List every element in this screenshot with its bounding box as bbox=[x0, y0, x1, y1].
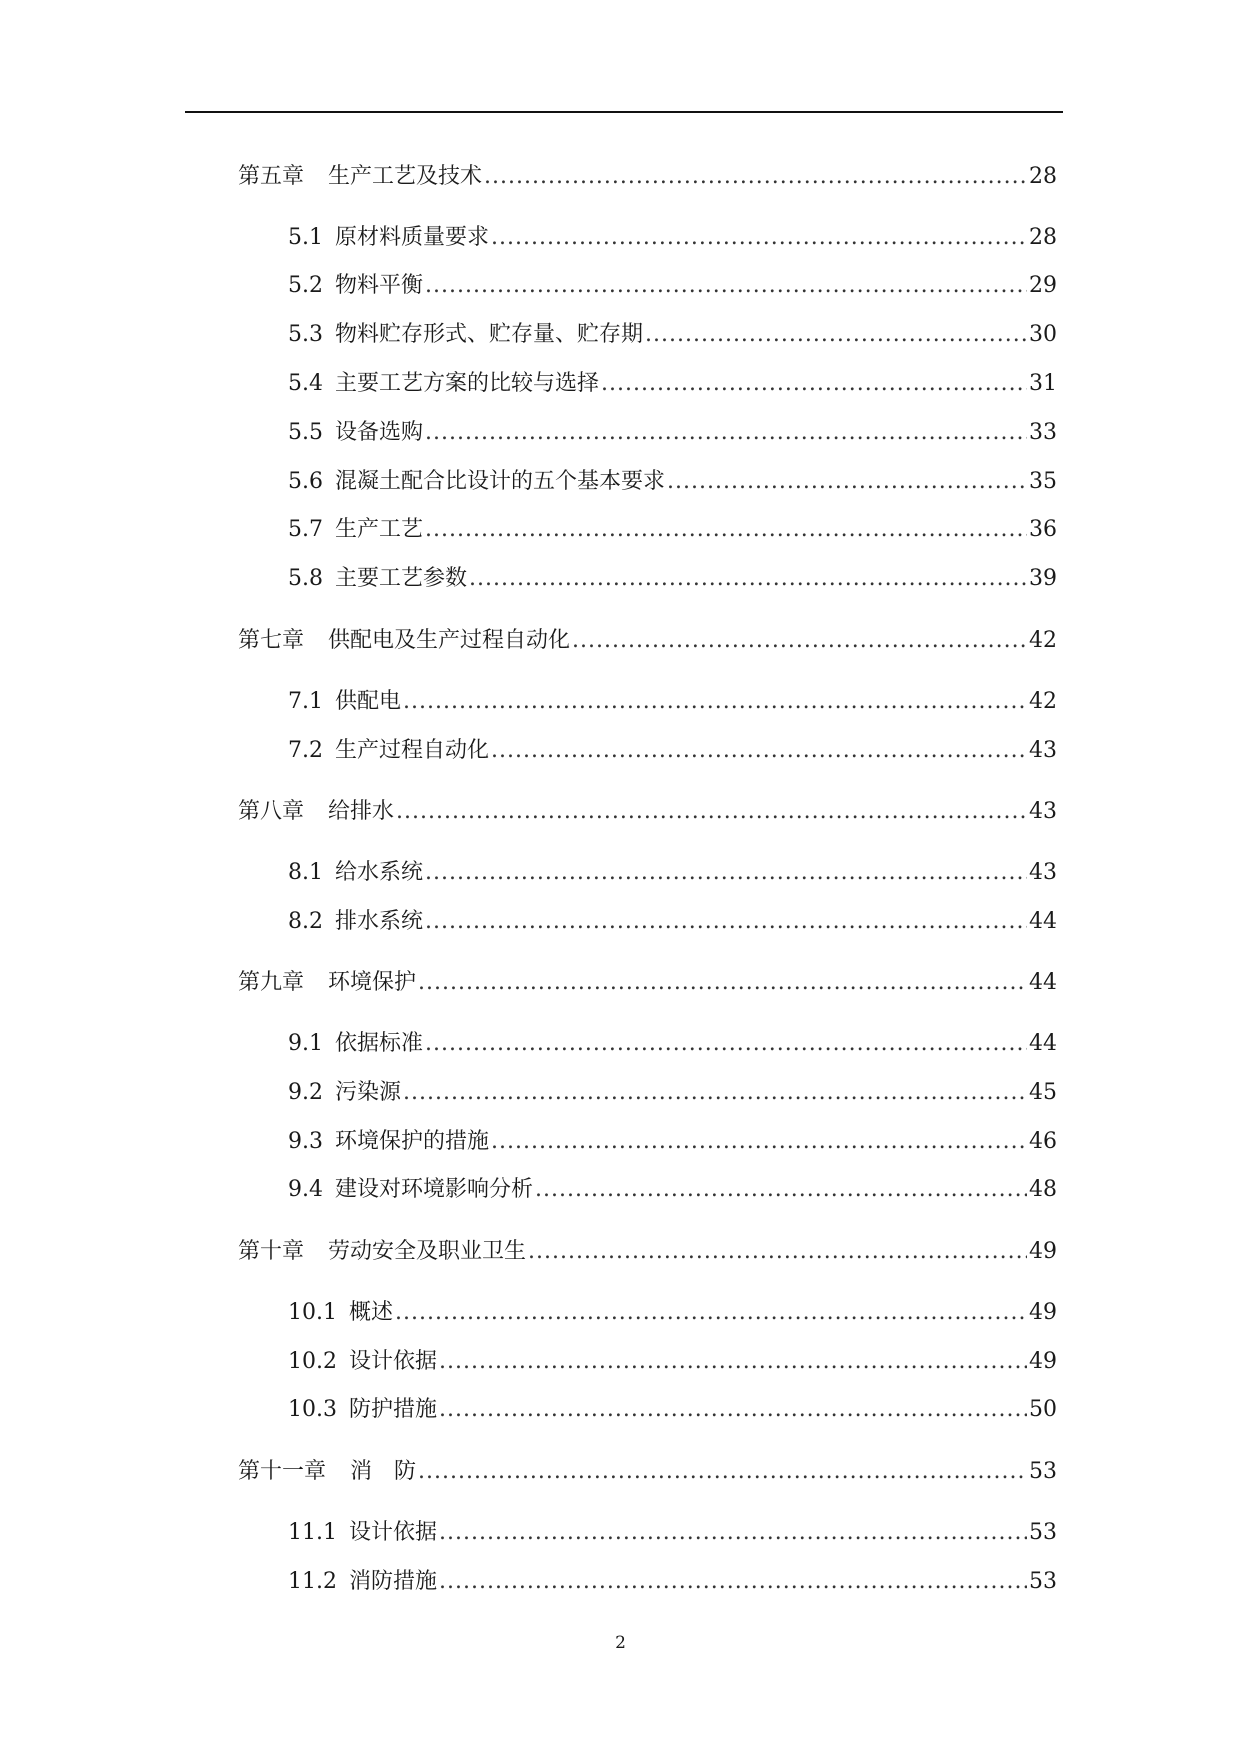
toc-number: 第十一章 bbox=[238, 1459, 327, 1484]
toc-page: 45 bbox=[1029, 1080, 1057, 1105]
toc-leader-dots bbox=[403, 1080, 1027, 1106]
toc-page: 44 bbox=[1029, 970, 1057, 995]
toc-number: 8.1 bbox=[288, 860, 323, 885]
toc-number: 10.2 bbox=[288, 1349, 337, 1374]
toc-title: 主要工艺参数 bbox=[335, 566, 468, 591]
toc-leader-dots bbox=[491, 1129, 1027, 1155]
toc-page: 49 bbox=[1029, 1300, 1057, 1325]
toc-leader-dots bbox=[491, 225, 1027, 251]
toc-number: 5.7 bbox=[288, 517, 323, 542]
toc-title: 物料平衡 bbox=[335, 273, 424, 298]
toc-entry-5-5[interactable] bbox=[288, 416, 1057, 446]
toc-leader-dots bbox=[425, 420, 1027, 446]
toc-entry-9-4[interactable] bbox=[288, 1173, 1057, 1203]
toc-title: 消 防 bbox=[350, 1459, 417, 1484]
toc-entry-7-1[interactable] bbox=[288, 685, 1057, 715]
toc-number: 9.1 bbox=[288, 1031, 323, 1056]
toc-page: 53 bbox=[1029, 1569, 1057, 1594]
toc-leader-dots bbox=[418, 970, 1027, 996]
toc-number: 5.5 bbox=[288, 420, 323, 445]
toc-title: 给排水 bbox=[328, 799, 395, 824]
toc-leader-dots bbox=[418, 1459, 1027, 1485]
toc-number: 9.2 bbox=[288, 1080, 323, 1105]
toc-number: 5.8 bbox=[288, 566, 323, 591]
toc-leader-dots bbox=[425, 909, 1027, 935]
toc-entry-10-1[interactable] bbox=[288, 1296, 1057, 1326]
toc-number: 11.2 bbox=[288, 1569, 337, 1594]
toc-number: 5.4 bbox=[288, 371, 323, 396]
toc-leader-dots bbox=[491, 738, 1027, 764]
toc-page: 43 bbox=[1029, 738, 1057, 763]
toc-leader-dots bbox=[425, 273, 1027, 299]
toc-page: 36 bbox=[1029, 517, 1057, 542]
toc-entry-7-2[interactable] bbox=[288, 734, 1057, 764]
toc-number: 10.3 bbox=[288, 1397, 337, 1422]
toc-title: 混凝土配合比设计的五个基本要求 bbox=[335, 469, 666, 494]
toc-entry-chapter-11[interactable] bbox=[238, 1455, 1057, 1485]
toc-title: 给水系统 bbox=[335, 860, 424, 885]
toc-leader-dots bbox=[645, 322, 1027, 348]
toc-page: 43 bbox=[1029, 860, 1057, 885]
toc-entry-8-2[interactable] bbox=[288, 905, 1057, 935]
toc-entry-5-6[interactable] bbox=[288, 465, 1057, 495]
toc-leader-dots bbox=[528, 1239, 1027, 1265]
toc-page: 48 bbox=[1029, 1177, 1057, 1202]
toc-title: 生产工艺及技术 bbox=[328, 164, 483, 189]
toc-entry-5-8[interactable] bbox=[288, 562, 1057, 592]
toc-leader-dots bbox=[601, 371, 1027, 397]
toc-leader-dots bbox=[469, 566, 1027, 592]
toc-title: 排水系统 bbox=[335, 909, 424, 934]
toc-title: 劳动安全及职业卫生 bbox=[328, 1239, 527, 1264]
toc-page: 46 bbox=[1029, 1129, 1057, 1154]
toc-number: 5.6 bbox=[288, 469, 323, 494]
toc-page: 44 bbox=[1029, 1031, 1057, 1056]
toc-page: 39 bbox=[1029, 566, 1057, 591]
toc-number: 10.1 bbox=[288, 1300, 337, 1325]
toc-page: 30 bbox=[1029, 322, 1057, 347]
toc-title: 概述 bbox=[348, 1300, 393, 1325]
toc-title: 环境保护的措施 bbox=[335, 1129, 490, 1154]
toc-title: 防护措施 bbox=[348, 1397, 437, 1422]
toc-page: 29 bbox=[1029, 273, 1057, 298]
toc-page: 50 bbox=[1029, 1397, 1057, 1422]
toc-entry-chapter-9[interactable] bbox=[238, 966, 1057, 996]
toc-entry-chapter-7[interactable] bbox=[238, 624, 1057, 654]
toc-number: 5.2 bbox=[288, 273, 323, 298]
toc-leader-dots bbox=[484, 164, 1027, 190]
toc-entry-10-3[interactable] bbox=[288, 1393, 1057, 1423]
toc-page: 49 bbox=[1029, 1239, 1057, 1264]
toc-entry-9-3[interactable] bbox=[288, 1125, 1057, 1155]
toc-entry-chapter-10[interactable] bbox=[238, 1235, 1057, 1265]
toc-page: 43 bbox=[1029, 799, 1057, 824]
toc-number: 11.1 bbox=[288, 1520, 337, 1545]
toc-number: 第十章 bbox=[238, 1239, 305, 1264]
toc-number: 8.2 bbox=[288, 909, 323, 934]
toc-title: 设计依据 bbox=[348, 1349, 437, 1374]
toc-number: 第五章 bbox=[238, 164, 305, 189]
toc-title: 设备选购 bbox=[335, 420, 424, 445]
toc-title: 依据标准 bbox=[335, 1031, 424, 1056]
toc-title: 物料贮存形式、贮存量、贮存期 bbox=[335, 322, 644, 347]
toc-page: 33 bbox=[1029, 420, 1057, 445]
toc-title: 供配电 bbox=[335, 689, 402, 714]
toc-page: 42 bbox=[1029, 628, 1057, 653]
toc-page: 44 bbox=[1029, 909, 1057, 934]
toc-entry-11-1[interactable] bbox=[288, 1516, 1057, 1546]
toc-leader-dots bbox=[535, 1177, 1027, 1203]
toc-leader-dots bbox=[395, 1300, 1027, 1326]
toc-leader-dots bbox=[439, 1349, 1027, 1375]
toc-number: 9.3 bbox=[288, 1129, 323, 1154]
toc-entry-9-2[interactable] bbox=[288, 1076, 1057, 1106]
toc-page: 42 bbox=[1029, 689, 1057, 714]
toc-number: 7.2 bbox=[288, 738, 323, 763]
toc-entry-10-2[interactable] bbox=[288, 1345, 1057, 1375]
toc-leader-dots bbox=[572, 628, 1027, 654]
toc-page: 28 bbox=[1029, 164, 1057, 189]
toc-number: 5.3 bbox=[288, 322, 323, 347]
toc-leader-dots bbox=[425, 1031, 1027, 1057]
toc-title: 设计依据 bbox=[348, 1520, 437, 1545]
toc-entry-chapter-8[interactable] bbox=[238, 795, 1057, 825]
toc-page: 31 bbox=[1029, 371, 1057, 396]
toc-leader-dots bbox=[667, 469, 1027, 495]
toc-number: 5.1 bbox=[288, 225, 323, 250]
toc-number: 7.1 bbox=[288, 689, 323, 714]
toc-page: 53 bbox=[1029, 1459, 1057, 1484]
toc-title: 环境保护 bbox=[328, 970, 417, 995]
toc-leader-dots bbox=[425, 517, 1027, 543]
toc-number: 第七章 bbox=[238, 628, 305, 653]
toc-title: 生产过程自动化 bbox=[335, 738, 490, 763]
toc-entry-5-7[interactable] bbox=[288, 513, 1057, 543]
toc-leader-dots bbox=[439, 1569, 1027, 1595]
toc-page: 53 bbox=[1029, 1520, 1057, 1545]
toc-title: 主要工艺方案的比较与选择 bbox=[335, 371, 600, 396]
toc-title: 生产工艺 bbox=[335, 517, 424, 542]
toc-title: 建设对环境影响分析 bbox=[335, 1177, 534, 1202]
toc-page: 35 bbox=[1029, 469, 1057, 494]
toc-entry-5-4[interactable] bbox=[288, 367, 1057, 397]
toc-page: 28 bbox=[1029, 225, 1057, 250]
toc-entry-9-1[interactable] bbox=[288, 1027, 1057, 1057]
toc-leader-dots bbox=[439, 1397, 1027, 1423]
toc-leader-dots bbox=[396, 799, 1027, 825]
toc-number: 第八章 bbox=[238, 799, 305, 824]
toc-title: 消防措施 bbox=[348, 1569, 437, 1594]
toc-title: 原材料质量要求 bbox=[335, 225, 490, 250]
toc-leader-dots bbox=[425, 860, 1027, 886]
toc-entry-8-1[interactable] bbox=[288, 856, 1057, 886]
toc-entry-5-2[interactable] bbox=[288, 269, 1057, 299]
toc-title: 污染源 bbox=[335, 1080, 402, 1105]
toc-title: 供配电及生产过程自动化 bbox=[328, 628, 571, 653]
toc-entry-11-2[interactable] bbox=[288, 1565, 1057, 1595]
toc-number: 9.4 bbox=[288, 1177, 323, 1202]
toc-leader-dots bbox=[403, 689, 1027, 715]
toc-entry-5-1[interactable] bbox=[288, 221, 1057, 251]
toc-leader-dots bbox=[439, 1520, 1027, 1546]
footer-page-number: 2 bbox=[615, 1633, 626, 1653]
toc-entry-chapter-5[interactable] bbox=[238, 160, 1057, 190]
toc-number: 第九章 bbox=[238, 970, 305, 995]
toc-entry-5-3[interactable] bbox=[288, 318, 1057, 348]
toc-page: 49 bbox=[1029, 1349, 1057, 1374]
